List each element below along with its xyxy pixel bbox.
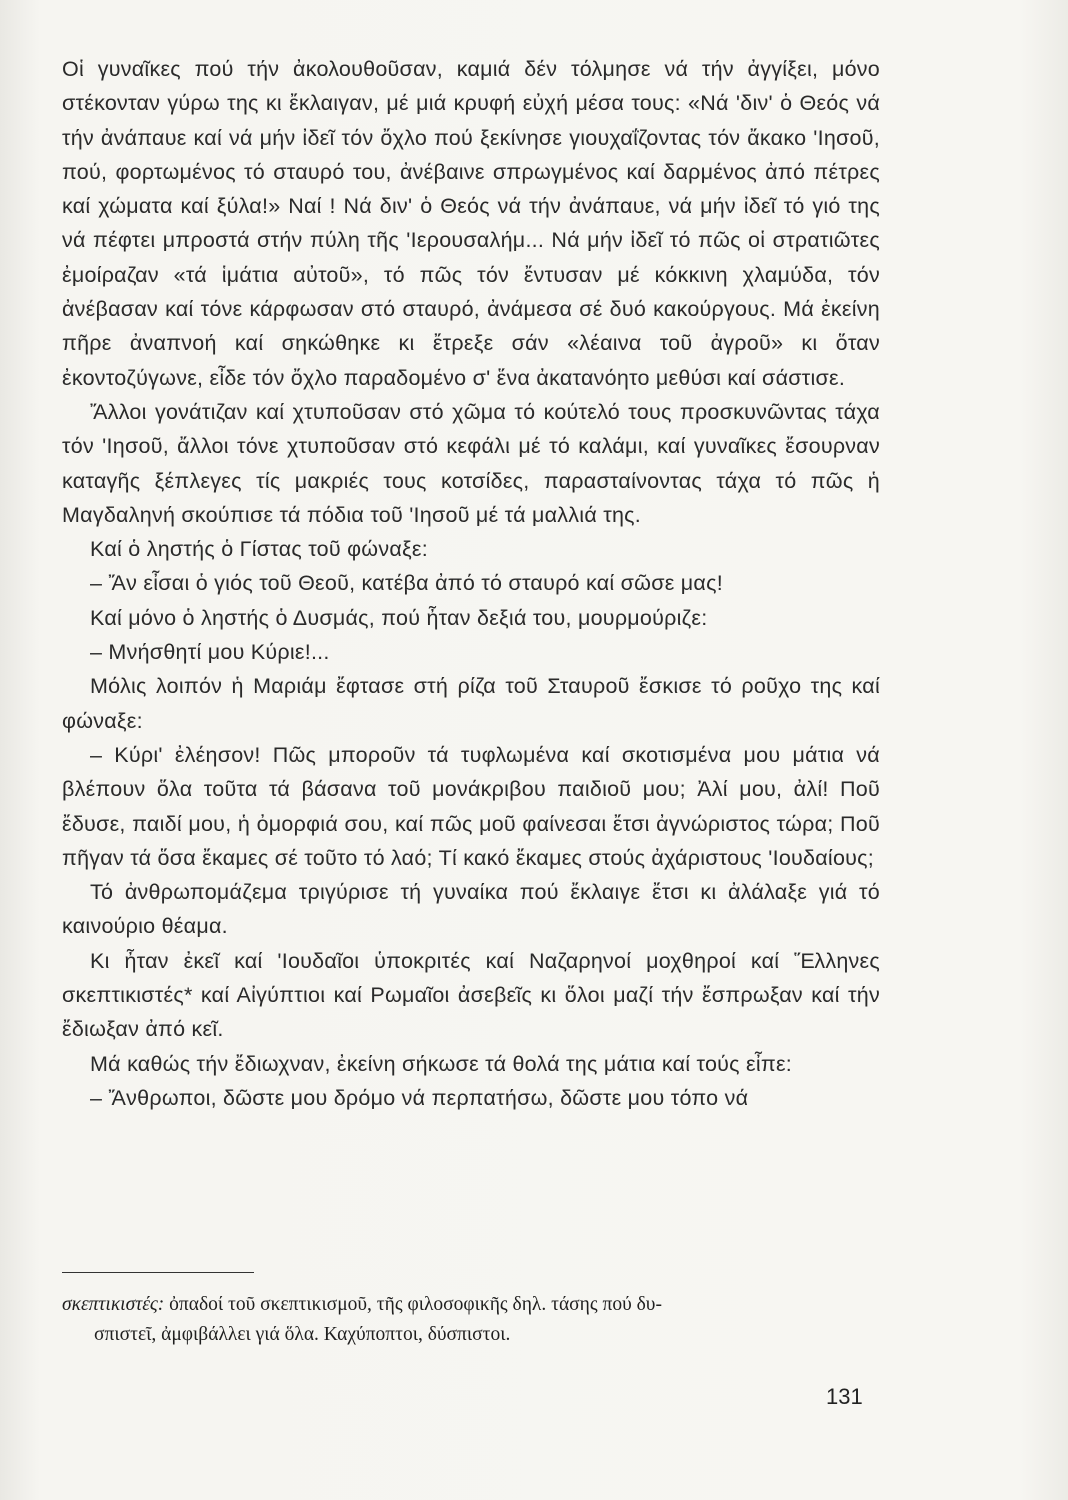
body-text <box>62 52 880 1115</box>
paragraph: Ἄλλοι γονάτιζαν καί χτυποῦσαν στό χῶμα τό κούτελό τους προσκυνῶντας τάχα τόν 'Ιησοῦ, ἄλλοι τόνε χτυποῦσαν στό κεφάλι μέ τό καλάμι, καί γυναῖκες ἔσουρναν καταγῆς ξέπλεγες τίς μακριές τους κοτσίδες, παρασταίνοντας τάχα τό πῶς ἡ Μαγδαληνή σκούπισε τά πόδια τοῦ 'Ιησοῦ μέ τά μαλλιά της. <box>62 399 880 527</box>
paragraph: – Κύρι' ἐλέησον! Πῶς μποροῦν τά τυφλωμένα καί σκοτισμένα μου μάτια νά βλέπουν ὅλα τοῦτα τά βάσανα τοῦ μονάκριβου παιδιοῦ μου; Ἀλί μου, ἀλί! Ποῦ ἔδυσε, παιδί μου, ἡ ὀμορφιά σου, καί πῶς μοῦ φαίνεσαι ἔτσι ἀγνώριστος τώρα; Ποῦ πῆγαν τά ὅσα ἔκαμες σέ τοῦτο τό λαό; Τί κακό ἔκαμες στούς ἀχάριστους 'Ιουδαίους; <box>62 742 880 870</box>
footnote-text: ὀπαδοί τοῦ σκεπτικισμοῦ, τῆς φιλοσοφικῆς δηλ. τάσης πού δυ- <box>169 1294 662 1315</box>
footnote-divider <box>62 1272 254 1273</box>
footnote-line <box>62 1290 884 1320</box>
paragraph: Μά καθώς τήν ἔδιωχναν, ἐκείνη σήκωσε τά θολά της μάτια καί τούς εἶπε: <box>90 1051 792 1076</box>
paragraph: – Ἄνθρωποι, δῶστε μου δρόμο νά περπατήσω, δῶστε μου τόπο νά <box>90 1085 749 1110</box>
paragraph: – Ἄν εἶσαι ὁ γιός τοῦ Θεοῦ, κατέβα ἀπό τό σταυρό καί σῶσε μας! <box>90 571 723 596</box>
paragraph: – Μνήσθητί μου Κύριε!... <box>90 640 330 665</box>
page-number: 131 <box>826 1384 863 1409</box>
paragraph: Κι ἦταν ἐκεῖ καί 'Ιουδαῖοι ὑποκριτές καί Ναζαρηνοί μοχθηροί καί Ἕλληνες σκεπτικιστές* καί Αἰγύπτιοι καί Ρωμαῖοι ἀσεβεῖς κι ὅλοι μαζί τήν ἔσπρωξαν καί τήν ἔδιωξαν ἀπό κεῖ. <box>62 948 880 1042</box>
paragraph: Οἱ γυναῖκες πού τήν ἀκολουθοῦσαν, καμιά δέν τόλμησε νά τήν ἀγγίξει, μόνο στέκονταν γύρω της κι ἔκλαιγαν, μέ μιά κρυφή εὐχή μέσα τους: «Νά 'διν' ὁ Θεός νά τήν ἀνάπαυε καί νά μήν ἰδεῖ τόν ὄχλο πού ξεκίνησε γιουχαΐζοντας τόν ἄκακο 'Ιησοῦ, πού, φορτωμένος τό σταυρό του, ἀνέβαινε σπρωγμένος καί δαρμένος ἀπό πέτρες καί χώματα καί ξύλα!» Ναί ! Νά διν' ὁ Θεός νά τήν ἀνάπαυε, νά μήν ἰδεῖ τό γιό της νά πέφτει μπροστά στήν πύλη τῆς 'Ιερουσαλήμ... Νά μήν ἰδεῖ τό πῶς οἱ στρατιῶτες ἐμοίραζαν «τά ἱμάτια αὐτοῦ», τό πῶς τόν ἔντυσαν μέ κόκκινη χλαμύδα, τόν ἀνέβασαν καί τόνε κάρφωσαν στό σταυρό, ἀνάμεσα σέ δυό κακούργους. Μά ἐκείνη πῆρε ἀναπνοή καί σηκώθηκε κι ἔτρεξε σάν «λέαινα τοῦ ἀγροῦ» κι ὅταν ἐκοντοζύγωνε, εἶδε τόν ὄχλο παραδομένο σ' ἕνα ἀκατανόητο μεθύσι καί σάστισε. <box>62 57 880 390</box>
paragraph: Καί μόνο ὁ ληστής ὁ Δυσμάς, πού ἦταν δεξιά του, μουρμούριζε: <box>90 605 708 630</box>
footnote-term: σκεπτικιστές: <box>62 1294 165 1315</box>
paragraph: Καί ὁ ληστής ὁ Γίστας τοῦ φώναξε: <box>90 537 428 562</box>
footnote-text-continued: σπιστεῖ, ἀμφιβάλλει γιά ὅλα. Καχύποπτοι, δύσπιστοι. <box>94 1324 511 1345</box>
paragraph: Μόλις λοιπόν ἡ Μαριάμ ἔφτασε στή ρίζα τοῦ Σταυροῦ ἔσκισε τό ροῦχο της καί φώναξε: <box>62 674 880 733</box>
footnote <box>62 1290 884 1350</box>
paragraph: Τό ἀνθρωπομάζεμα τριγύρισε τή γυναίκα πού ἔκλαιγε ἔτσι κι ἀλάλαξε γιά τό καινούριο θέαμα. <box>62 880 880 939</box>
